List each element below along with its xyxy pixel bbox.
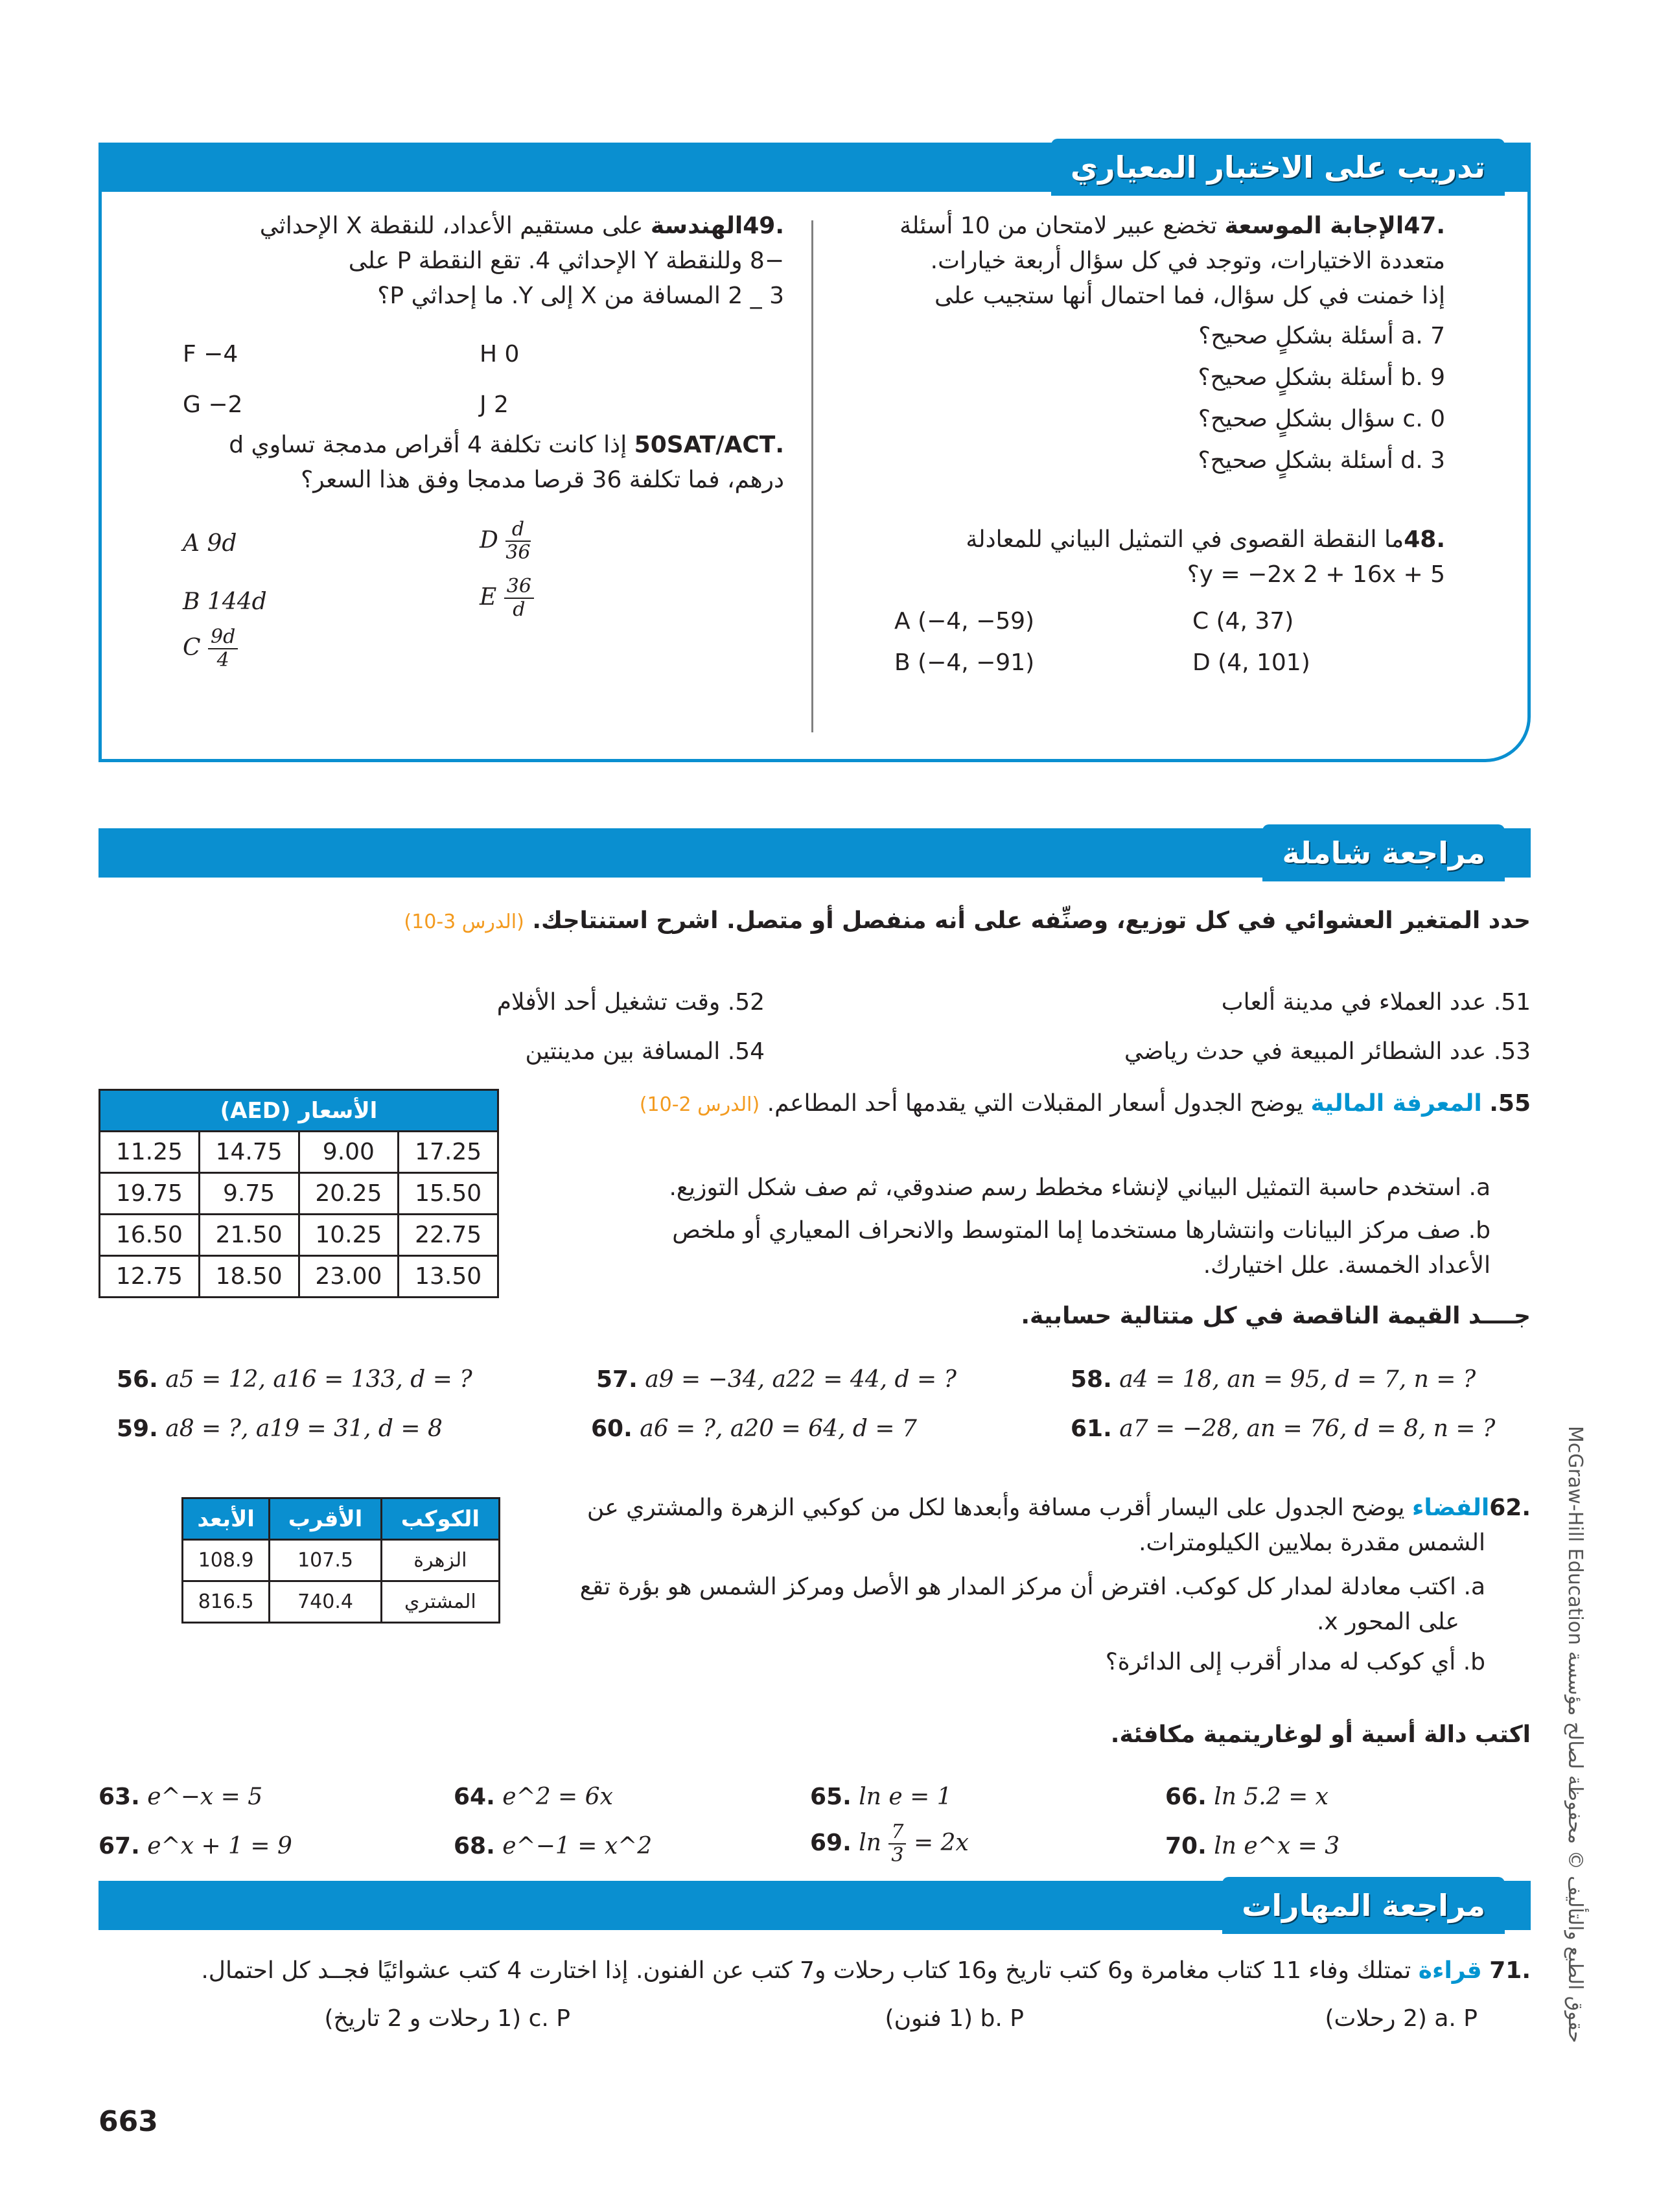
q49-option-g: G −2	[183, 391, 243, 418]
question-65: 65. ln e = 1	[810, 1784, 952, 1810]
q48-option-c: C (4, 37)	[1192, 608, 1294, 634]
review-instructions: حدد المتغير العشوائي في كل توزيع، وصنِّفه على أنه منفصل أو متصل. اشرح استنتاجك. (الدرس 3-10)	[404, 907, 1531, 934]
q50-option-b: B 144d	[183, 588, 267, 615]
q47-option-d: d. 3 أسئلة بشكلٍ صحيح؟	[1198, 447, 1445, 474]
q55-part-a: a. استخدم حاسبة التمثيل البياني لإنشاء مخطط رسم صندوقي، ثم صف شكل التوزيع.	[669, 1174, 1491, 1201]
review-title: مراجعة شاملة	[1262, 824, 1505, 881]
skills-title: مراجعة المهارات	[1222, 1877, 1505, 1934]
question-54: 54. المسافة بين مدينتين	[525, 1038, 765, 1065]
price-table-header: الأسعار (AED)	[100, 1090, 498, 1132]
q71-part-c: c. P (1 رحلات و 2 تاريخ)	[324, 2005, 570, 2032]
question-60: 60. a6 = ?, a20 = 64, d = 7	[591, 1415, 917, 1442]
question-62: .62الفضاء يوضح الجدول على اليسار أقرب مسافة وأبعدها لكل من كوكبي الزهرة والمشتري عن الشمس مقدرة بملايين الكيلومترات. a. اكتب معادلة لمدار كل كوكب. افترض أن مركز المدار هو الأصل ومركز الشمس هو بؤرة تقع على المحور x. b. أي كوكب له مدار أقرب إلى الدائرة؟	[531, 1491, 1531, 1680]
planet-table-header-planet: الكوكب	[381, 1498, 499, 1540]
exp-log-instructions: اكتب دالة أسية أو لوغاريتمية مكافئة.	[1110, 1721, 1531, 1748]
price-table	[99, 1089, 499, 1298]
question-69: 69. ln $\frac{7}{3}$ = 2x	[810, 1821, 969, 1867]
q47-option-b: b. 9 أسئلة بشكلٍ صحيح؟	[1198, 364, 1445, 391]
q71-part-a: a. P (2 رحلات)	[1325, 2005, 1478, 2032]
table-row: 12.75 18.50 23.00 13.50	[100, 1256, 498, 1298]
question-68: 68. e^−1 = x^2	[454, 1833, 653, 1859]
q48-option-b: B (−4, −91)	[894, 649, 1035, 676]
std-test-title: تدريب على الاختبار المعياري	[1051, 139, 1505, 196]
planet-table-header-near: الأقرب	[270, 1498, 381, 1540]
q50-option-e: E $\frac{36}{d}$	[480, 576, 534, 621]
question-64: 64. e^2 = 6x	[454, 1784, 613, 1810]
table-row: المشتري 740.4 816.5	[183, 1581, 500, 1623]
question-50: .50SAT/ACT إذا كانت تكلفة 4 أقراص مدمجة تساوي d درهم، فما تكلفة 36 قرصا مدمجا وفق هذا السعر؟	[229, 432, 784, 493]
q50-option-a: A 9d	[183, 530, 237, 557]
q49-option-h: H 0	[480, 341, 520, 367]
review-header-bar	[99, 828, 1531, 878]
question-59: 59. a8 = ?, a19 = 31, d = 8	[117, 1415, 443, 1442]
question-70: 70. ln e^x = 3	[1165, 1833, 1340, 1859]
std-test-header-bar	[99, 143, 1531, 192]
question-52: 52. وقت تشغيل أحد الأفلام	[496, 989, 765, 1016]
question-61: 61. a7 = −28, an = 76, d = 8, n = ?	[1071, 1415, 1496, 1442]
planet-table	[181, 1497, 500, 1624]
q49-option-j: J 2	[480, 391, 509, 418]
table-row: 11.25 14.75 9.00 17.25	[100, 1132, 498, 1173]
question-48: .48ما النقطة القصوى في التمثيل البياني للمعادلة y = −2x 2 + 16x + 5؟	[966, 526, 1445, 588]
question-47: .47الإجابة الموسعة تخضع عبير لامتحان من 10 أسئلة متعددة الاختيارات، وتوجد في كل سؤال أربعة خيارات. إذا خمنت في كل سؤال، فما احتمال أنها ستجيب على a. 7 أسئلة بشكلٍ صحيح؟ b. 9 أسئلة بشكلٍ صحيح؟ c. 0 سؤال بشكلٍ صحيح؟ d. 3 أسئلة بشكلٍ صحيح؟	[836, 209, 1445, 478]
question-55: 55. المعرفة المالية يوضح الجدول أسعار المقبلات التي يقدمها أحد المطاعم. (الدرس 2-10)	[639, 1090, 1531, 1117]
page-number: 663	[99, 2105, 158, 2138]
question-66: 66. ln 5.2 = x	[1165, 1784, 1328, 1810]
q48-option-a: A (−4, −59)	[894, 608, 1035, 634]
q55-part-b: b. صف مركز البيانات وانتشارها مستخدما إما المتوسط والانحراف المعياري أو ملخص الأعداد الخمسة. علل اختيارك.	[672, 1217, 1491, 1279]
planet-table-header-far: الأبعد	[183, 1498, 270, 1540]
q62-part-a: a. اكتب معادلة لمدار كل كوكب. افترض أن مركز المدار هو الأصل ومركز الشمس هو بؤرة تقع على المحور x.	[579, 1574, 1485, 1635]
table-row: 19.75 9.75 20.25 15.50	[100, 1173, 498, 1215]
q47-option-a: a. 7 أسئلة بشكلٍ صحيح؟	[1198, 323, 1445, 349]
question-67: 67. e^x + 1 = 9	[99, 1833, 292, 1859]
q48-option-d: D (4, 101)	[1192, 649, 1310, 676]
table-row: 16.50 21.50 10.25 22.75	[100, 1215, 498, 1256]
question-63: 63. e^−x = 5	[99, 1784, 263, 1810]
question-58: 58. a4 = 18, an = 95, d = 7, n = ?	[1071, 1366, 1476, 1393]
skills-header-bar	[99, 1881, 1531, 1930]
q50-option-d: D $\frac{d}{36}$	[480, 518, 531, 564]
q62-part-b: b. أي كوكب له مدار أقرب إلى الدائرة؟	[1105, 1649, 1485, 1675]
question-53: 53. عدد الشطائر المبيعة في حدث رياضي	[1124, 1038, 1531, 1065]
question-51: 51. عدد العملاء في مدينة ألعاب	[1221, 989, 1531, 1016]
arithmetic-instructions: جــــد القيمة الناقصة في كل متتالية حسابية.	[1021, 1303, 1531, 1329]
question-71: .71 قراءة تمتلك وفاء 11 كتاب مغامرة و6 كتب تاريخ و16 كتاب رحلات و7 كتب عن الفنون. إذا اختارت 4 كتب عشوائيًا فجــد كل احتمال.	[201, 1957, 1531, 1984]
q49-option-f: F −4	[183, 341, 238, 367]
std-test-divider	[811, 220, 813, 732]
question-49: .49الهندسة على مستقيم الأعداد، للنقطة X الإحداثي −8 وللنقطة Y الإحداثي 4. تقع النقطة P على 3 _ 2 المسافة من X إلى Y. ما إحداثي P؟	[259, 213, 784, 309]
q71-part-b: b. P (1 فنون)	[885, 2005, 1024, 2032]
copyright-note: حقوق الطبع والتأليف © محفوظة لصالح مؤسسة McGraw-Hill Education	[1564, 1426, 1586, 2043]
q50-option-c: C $\frac{9d}{4}$	[183, 626, 238, 671]
question-56: 56. a5 = 12, a16 = 133, d = ?	[117, 1366, 472, 1393]
table-row: الزهرة 107.5 108.9	[183, 1540, 500, 1581]
question-57: 57. a9 = −34, a22 = 44, d = ?	[596, 1366, 957, 1393]
q47-option-c: c. 0 سؤال بشكلٍ صحيح؟	[1198, 406, 1445, 432]
